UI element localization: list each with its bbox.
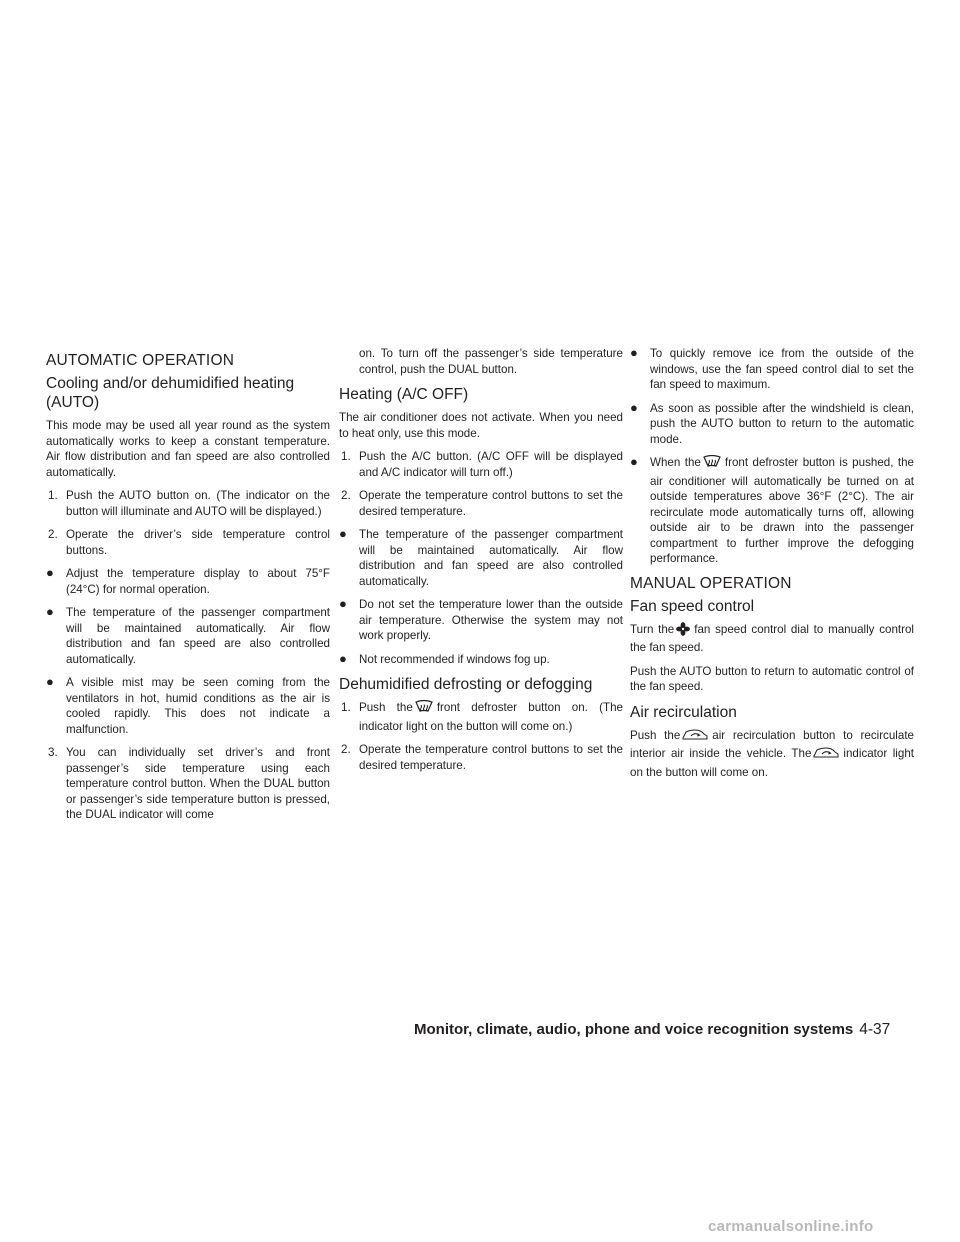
column-3 [630,346,914,788]
bullet: ● [630,454,638,469]
paragraph-fan [630,622,914,656]
list-item [630,346,914,393]
list-item [339,597,623,644]
paragraph-recirc [630,728,914,781]
list-item [339,652,623,668]
bullet: ● [339,650,347,666]
footer-chapter-title: Monitor, climate, audio, phone and voice recognition systems [414,1021,854,1038]
heading-automatic-operation: AUTOMATIC OPERATION [46,352,235,369]
column-1 [46,346,330,831]
step-text: Operate the driver’s side temperature control buttons. [66,528,330,557]
step-text: Operate the temperature control buttons to set the desired temperature. [359,743,623,772]
step-text: Push the AUTO button on. (The indicator on the button will illuminate and AUTO will be displayed.) [66,489,330,518]
bullet-text: The temperature of the passenger compartment will be maintained automatically. Air flow distribution and fan speed are also controlled automatically. [66,606,330,666]
list-item [630,401,914,448]
recirc-text-mid: air recirculation button to recirculate interior air inside the vehicle. The [630,728,914,760]
fan-text-pre: Turn the [630,622,675,636]
watermark: carmanualsonline.info [708,1218,874,1235]
bullet: ● [46,674,54,689]
list-item [339,742,623,773]
heading-air-recirculation: Air recirculation [630,703,737,721]
air-recirculation-icon [682,728,708,747]
heading-manual-operation: MANUAL OPERATION [630,574,792,592]
fan-icon [676,622,690,641]
page-footer [414,1021,914,1039]
step-text: Push the A/C button. (A/C OFF will be displayed and A/C indicator will turn off.) [359,450,623,479]
step-text: Operate the temperature control buttons to set the desired temperature. [359,489,623,518]
list-item [630,455,914,567]
front-defroster-icon [415,700,433,719]
step-text-post: front defroster button on. (The indicator light on the button will come on.) [359,701,623,733]
step-number: 1. [341,450,351,463]
list-item [46,566,330,597]
list-item [339,700,623,734]
heading-defrost: Dehumidified defrosting or defogging [339,676,593,693]
bullet-text: Do not set the temperature lower than the outside air temperature. Otherwise the system may not work properly. [359,598,623,642]
column-2 [339,346,623,781]
bullet: ● [339,596,347,611]
step-number: 1. [48,489,58,502]
list-item [46,675,330,737]
heading-heating-ac-off: Heating (A/C OFF) [339,386,469,403]
bullet-text-post: front defroster button is pushed, the air conditioner will automatically be turned on at outside temperatures above 36°F (2°C). The air recirculate mode automatically turns off, allowing outside air to be drawn into the passenger compartment to further improve the defogging performance. [650,456,915,565]
step-number: 3. [48,746,58,759]
list-item [46,488,330,519]
step-number: 2. [341,489,351,502]
paragraph-heating-intro: The air conditioner does not activate. When you need to heat only, use this mode. [339,411,623,440]
bullet-text-pre: When the [650,456,701,469]
bullet-text: Adjust the temperature display to about 75°F (24°C) for normal operation. [66,567,330,596]
list-item [339,488,623,519]
step-text-pre: Push the [359,701,413,714]
recirc-text-pre: Push the [630,728,681,742]
list-item [46,745,330,823]
list-item [46,605,330,667]
bullet: ● [630,399,638,415]
bullet: ● [630,345,638,360]
list-item [339,527,623,589]
step-number: 1. [341,701,351,714]
bullet: ● [339,526,347,541]
bullet-text: To quickly remove ice from the outside of the windows, use the fan speed control dial to set the fan speed to maximum. [650,347,914,391]
heading-cooling-auto: Cooling and/or dehumidified heating (AUTO) [46,375,295,411]
page-number: 4-37 [859,1021,891,1038]
paragraph-fan-auto: Push the AUTO button to return to automatic control of the fan speed. [630,664,914,693]
bullet-text: As soon as possible after the windshield is clean, push the AUTO button to return to the automatic mode. [650,401,914,446]
list-item [339,449,623,480]
bullet: ● [46,565,54,580]
bullet-text: A visible mist may be seen coming from the ventilators in hot, humid conditions as the air is cooled rapidly. This does not indicate a malfunction. [66,676,330,736]
bullet-text: The temperature of the passenger compartment will be maintained automatically. Air flow distribution and fan speed are also controlled automatically. [359,528,623,588]
list-item [46,527,330,558]
continued-text: on. To turn off the passenger’s side temperature control, push the DUAL button. [359,347,623,376]
front-defroster-icon [703,455,721,474]
recirc-text-post: indicator light on the button will come on. [630,747,914,779]
fan-text-post: fan speed control dial to manually control the fan speed. [630,622,914,654]
step-text: You can individually set driver’s and front passenger’s side temperature using each temperature control button. When the DUAL button or passenger’s side temperature button is pressed, the DUAL indicator will come [66,746,330,821]
paragraph-auto-intro: This mode may be used all year round as the system automatically works to keep a constant temperature. Air flow distribution and fan speed are also controlled automatically. [46,419,330,479]
bullet-text: Not recommended if windows fog up. [359,652,550,666]
heading-fan-speed: Fan speed control [630,597,755,615]
step-number: 2. [341,743,351,756]
air-recirculation-icon [813,746,839,765]
bullet: ● [46,604,54,619]
step-number: 2. [48,528,58,541]
